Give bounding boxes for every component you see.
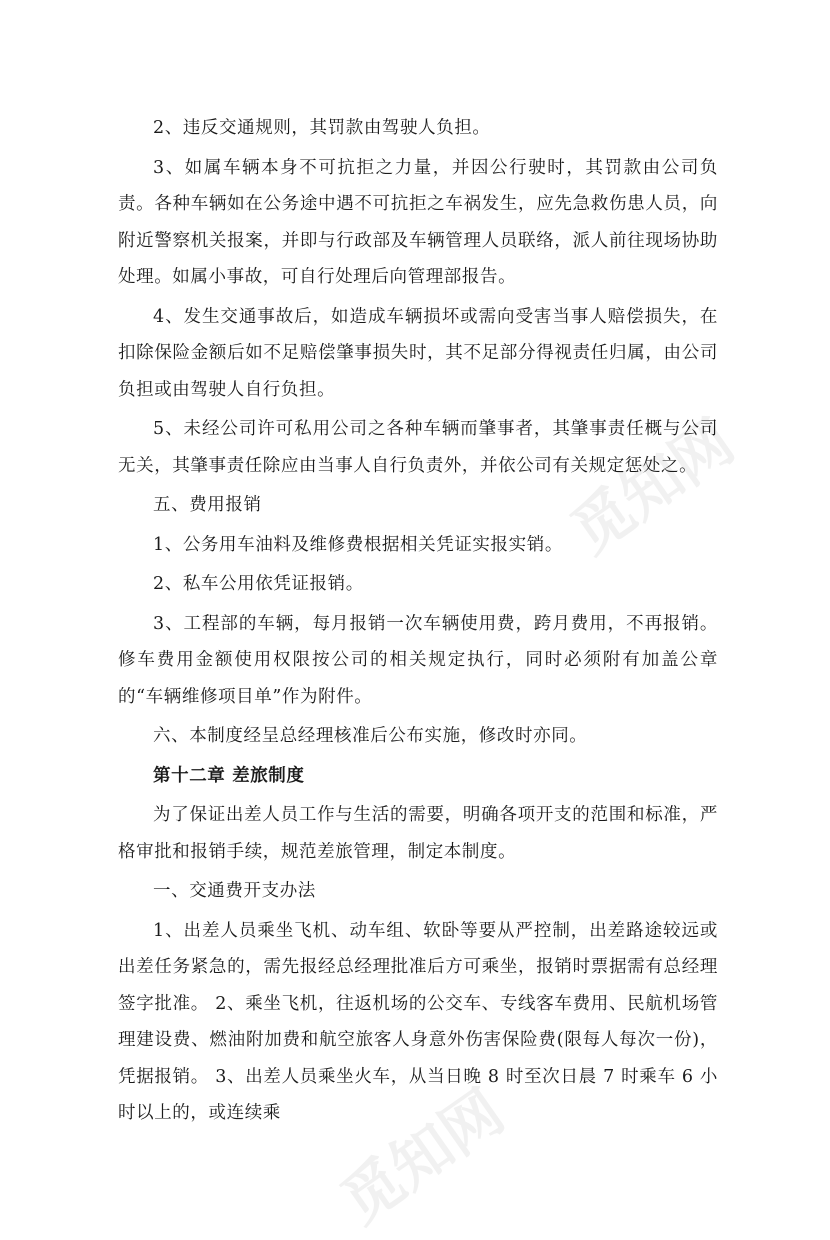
- paragraph: 5、未经公司许可私用公司之各种车辆而肇事者，其肇事责任概与公司无关，其肇事责任除应由当事人自行负责外，并依公司有关规定惩处之。: [118, 419, 718, 476]
- watermark: 觅知网: [329, 1076, 517, 1238]
- paragraph: 2、违反交通规则，其罚款由驾驶人负担。: [153, 118, 491, 138]
- section-heading: 一、交通费开支办法: [153, 881, 316, 901]
- chapter-title: 第十二章 差旅制度: [153, 765, 305, 786]
- paragraph: 2、私车公用依凭证报销。: [153, 574, 364, 594]
- paragraph: 为了保证出差人员工作与生活的需要，明确各项开支的范围和标准，严格审批和报销手续，规范差旅管理，制定本制度。: [118, 805, 718, 862]
- document-body: [118, 110, 718, 1135]
- section-heading: 五、费用报销: [153, 495, 262, 515]
- paragraph: 3、工程部的车辆，每月报销一次车辆使用费，跨月费用，不再报销。修车费用金额使用权限按公司的相关规定执行，同时必须附有加盖公章的“车辆维修项目单”作为附件。: [118, 613, 718, 707]
- watermark: 觅知网: [559, 406, 747, 568]
- paragraph: 3、如属车辆本身不可抗拒之力量，并因公行驶时，其罚款由公司负责。各种车辆如在公务途中遇不可抗拒之车祸发生，应先急救伤患人员，向附近警察机关报案，并即与行政部及车辆管理人员联络，派人前往现场协助处理。如属小事故，可自行处理后向管理部报告。: [118, 157, 718, 287]
- section-heading: 六、本制度经呈总经理核准后公布实施，修改时亦同。: [153, 726, 588, 746]
- paragraph: 4、发生交通事故后，如造成车辆损坏或需向受害当事人赔偿损失，在扣除保险金额后如不足赔偿肇事损失时，其不足部分得视责任归属，由公司负担或由驾驶人自行负担。: [118, 306, 718, 400]
- paragraph: 1、出差人员乘坐飞机、动车组、软卧等要从严控制，出差路途较远或出差任务紧急的，需先报经总经理批准后方可乘坐，报销时票据需有总经理签字批准。 2、乘坐飞机，往返机场的公交车、专线客车费用、民航机场管理建设费、燃油附加费和航空旅客人身意外伤害保险费(限每人每次一份)，凭据报销。 3、出差人员乘坐火车，从当日晚 8 时至次日晨 7 时乘车 6 小时以上的，或连续乘: [118, 920, 718, 1123]
- paragraph: 1、公务用车油料及维修费根据相关凭证实报实销。: [153, 534, 563, 555]
